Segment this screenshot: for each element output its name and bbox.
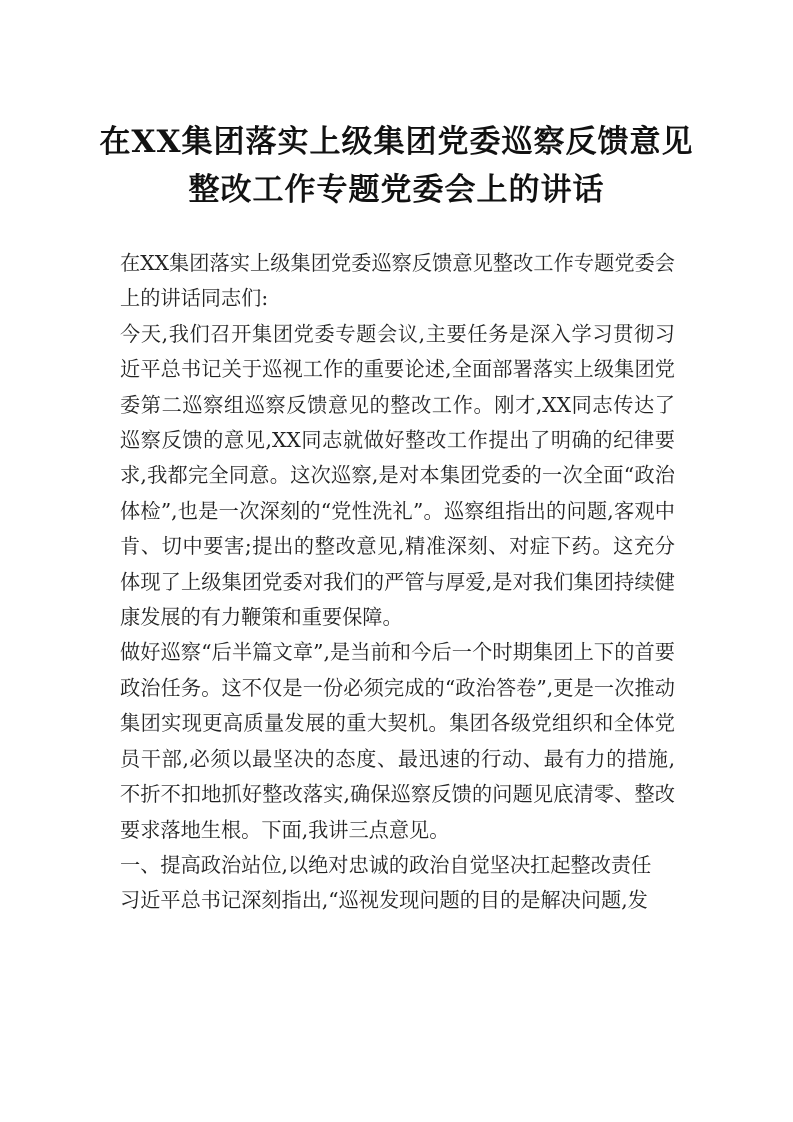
paragraph: 做好巡察“后半篇文章”,是当前和今后一个时期集团上下的首要政治任务。这不仅是一份必须完成的“政治答卷”,更是一次推动集团实现更高质量发展的重大契机。集团各级党组织和全体党员干部,必须以最坚决的态度、最迅速的行动、最有力的措施,不折不扣地抓好整改落实,确保巡察反馈的问题见底清零、整改要求落地生根。下面,我讲三点意见。 (120, 640, 675, 842)
document-body (120, 246, 675, 919)
document-title (0, 118, 793, 214)
title-line-1: 在XX集团落实上级集团党委巡察反馈意见 (99, 124, 694, 160)
paragraph: 今天,我们召开集团党委专题会议,主要任务是深入学习贯彻习近平总书记关于巡视工作的重要论述,全面部署落实上级集团党委第二巡察组巡察反馈意见的整改工作。刚才,XX同志传达了巡察反馈的意见,XX同志就做好整改工作提出了明确的纪律要求,我都完全同意。这次巡察,是对本集团党委的一次全面“政治体检”,也是一次深刻的“党性洗礼”。巡察组指出的问题,客观中肯、切中要害;提出的整改意见,精准深刻、对症下药。这充分体现了上级集团党委对我们的严管与厚爱,是对我们集团持续健康发展的有力鞭策和重要保障。 (120, 321, 675, 630)
paragraph: 习近平总书记深刻指出,“巡视发现问题的目的是解决问题,发 (120, 888, 648, 913)
section-heading: 一、提高政治站位,以绝对忠诚的政治自觉坚决扛起整改责任 (120, 852, 652, 877)
title-line-2: 整改工作专题党委会上的讲话 (188, 172, 605, 208)
paragraph: 在XX集团落实上级集团党委巡察反馈意见整改工作专题党委会上的讲话同志们: (120, 251, 675, 311)
